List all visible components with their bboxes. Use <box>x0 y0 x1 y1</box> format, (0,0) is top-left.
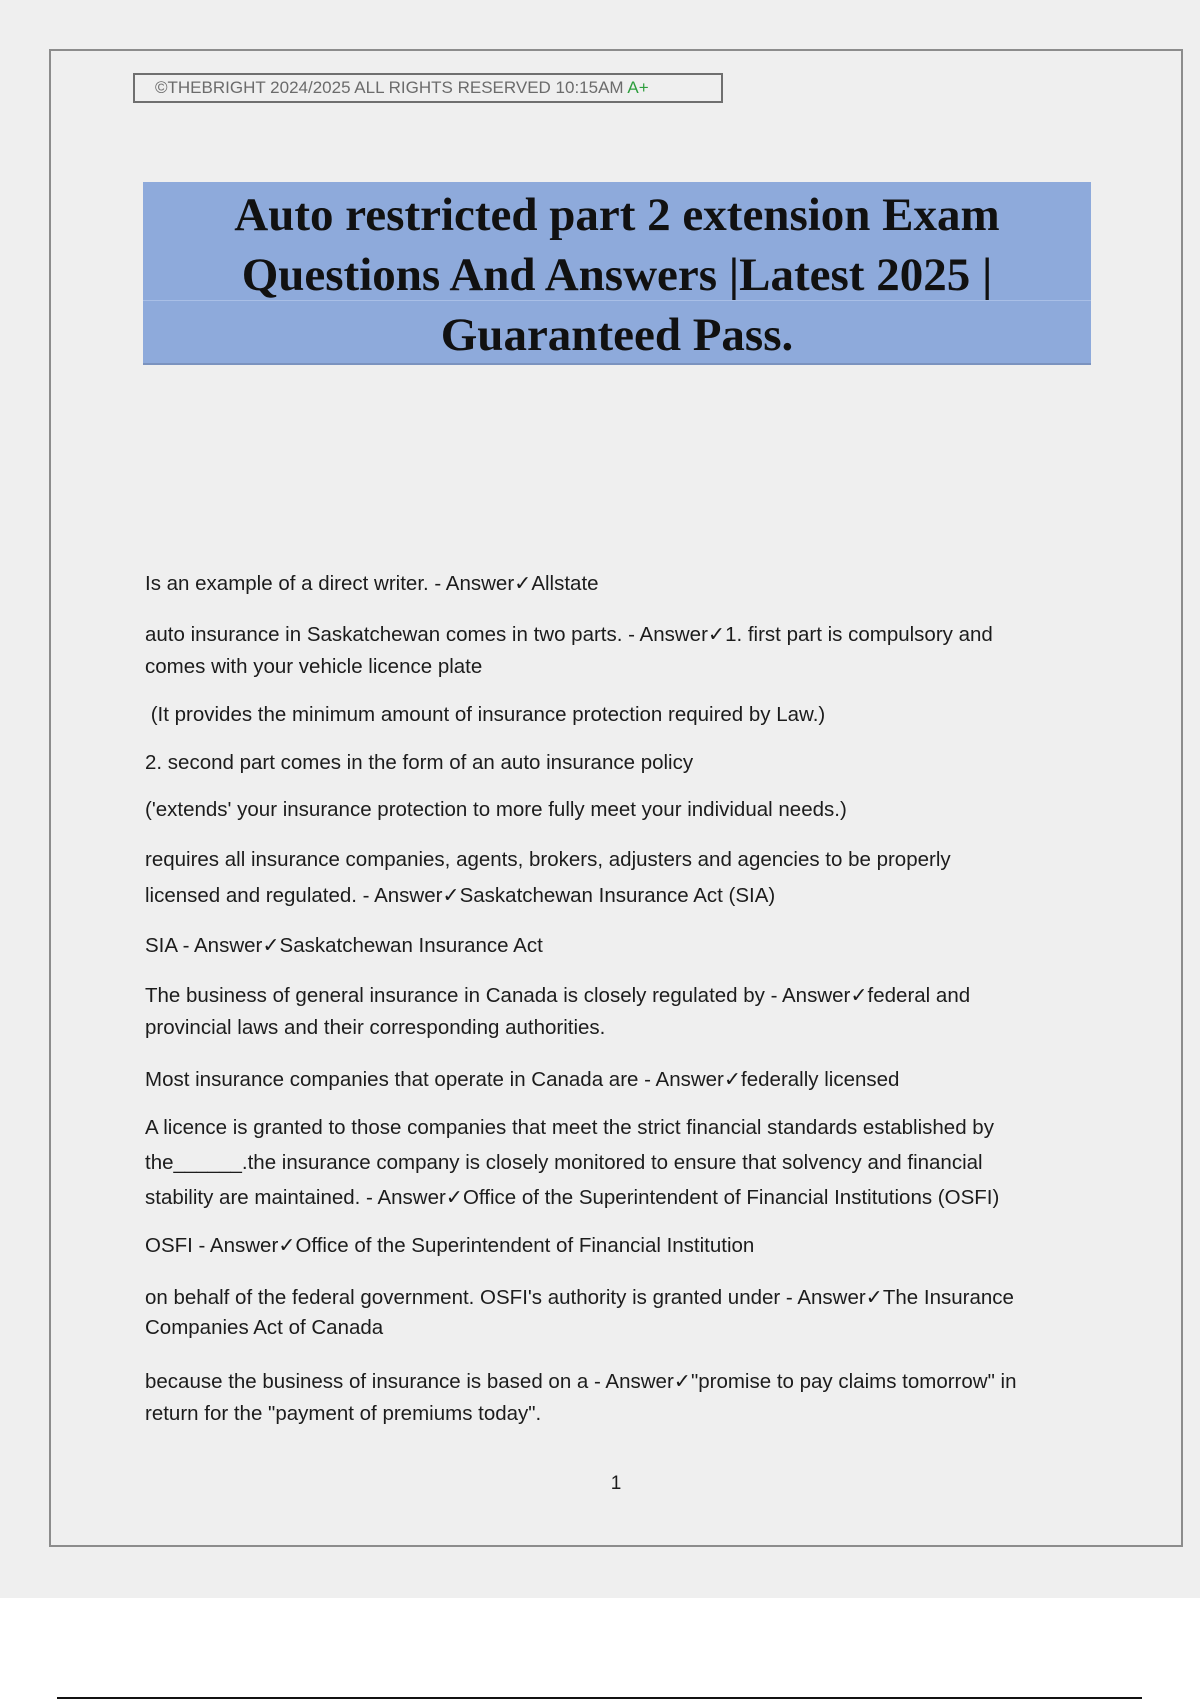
qa-line: licensed and regulated. - Answer✓Saskatchewan Insurance Act (SIA) <box>145 884 776 907</box>
qa-item <box>145 1366 1095 1430</box>
qa-item <box>145 1064 1095 1096</box>
qa-line: 2. second part comes in the form of an auto insurance policy <box>145 751 694 774</box>
qa-item <box>145 980 1095 1044</box>
qa-line: Companies Act of Canada <box>145 1316 384 1339</box>
grade-badge: A+ <box>627 78 649 97</box>
qa-item <box>145 699 1095 731</box>
qa-item <box>145 794 1095 826</box>
qa-item <box>145 842 1095 914</box>
qa-line: return for the "payment of premiums today". <box>145 1402 542 1425</box>
qa-item <box>145 1110 1095 1215</box>
footer-divider <box>57 1697 1142 1699</box>
qa-item <box>145 619 1095 683</box>
qa-line: The business of general insurance in Canada is closely regulated by - Answer✓federal and <box>145 984 971 1007</box>
qa-line: SIA - Answer✓Saskatchewan Insurance Act <box>145 934 543 957</box>
qa-item <box>145 1230 1095 1262</box>
qa-line: A licence is granted to those companies that meet the strict financial standards established by <box>145 1116 994 1139</box>
title-line-3: Guaranteed Pass. <box>440 309 794 361</box>
qa-line: comes with your vehicle licence plate <box>145 655 483 678</box>
title-banner <box>143 182 1091 365</box>
title-line-1: Auto restricted part 2 extension Exam <box>234 189 1000 241</box>
qa-line: OSFI - Answer✓Office of the Superintendent of Financial Institution <box>145 1234 755 1257</box>
qa-line: stability are maintained. - Answer✓Office of the Superintendent of Financial Institutions (OSFI) <box>145 1186 1000 1209</box>
qa-item <box>145 568 1095 600</box>
qa-line: the______.the insurance company is closely monitored to ensure that solvency and financial <box>145 1151 983 1174</box>
copyright-text: ©THEBRIGHT 2024/2025 ALL RIGHTS RESERVED 10:15AM <box>155 78 624 97</box>
qa-line: because the business of insurance is based on a - Answer✓"promise to pay claims tomorrow" in <box>145 1370 1017 1393</box>
qa-item <box>145 747 1095 779</box>
qa-line: auto insurance in Saskatchewan comes in two parts. - Answer✓1. first part is compulsory and <box>145 623 993 646</box>
copyright-notice <box>133 73 723 103</box>
qa-item <box>145 930 1095 962</box>
qa-line: (It provides the minimum amount of insurance protection required by Law.) <box>145 703 826 726</box>
qa-line: ('extends' your insurance protection to more fully meet your individual needs.) <box>145 798 847 821</box>
document-title <box>143 185 1091 365</box>
qa-line: provincial laws and their corresponding authorities. <box>145 1016 606 1039</box>
qa-line: Is an example of a direct writer. - Answer✓Allstate <box>145 572 599 595</box>
qa-item <box>145 1283 1095 1343</box>
page-number: 1 <box>610 1473 622 1494</box>
qa-line: requires all insurance companies, agents, brokers, adjusters and agencies to be properly <box>145 848 951 871</box>
title-line-2: Questions And Answers |Latest 2025 | <box>241 249 993 301</box>
qa-line: on behalf of the federal government. OSFI's authority is granted under - Answer✓The Insurance <box>145 1286 1014 1309</box>
qa-line: Most insurance companies that operate in Canada are - Answer✓federally licensed <box>145 1068 900 1091</box>
